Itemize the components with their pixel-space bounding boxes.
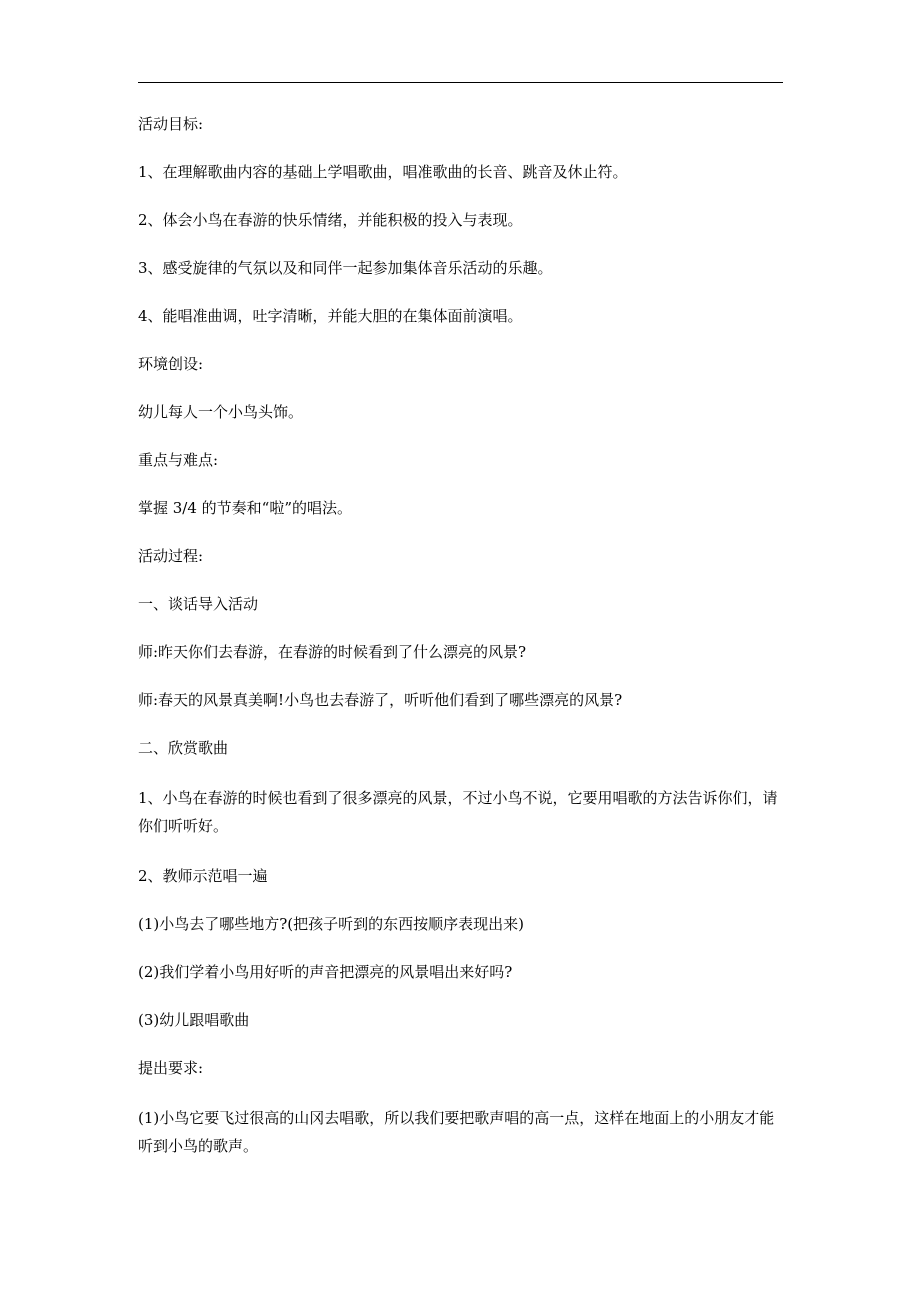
goal-item-3: 3、感受旋律的气氛以及和同伴一起参加集体音乐活动的乐趣。 (138, 259, 553, 277)
sub-item-2: (2)我们学着小鸟用好听的声音把漂亮的风景唱出来好吗? (138, 963, 513, 981)
teacher-line-2: 师:春天的风景真美啊!小鸟也去春游了，听听他们看到了哪些漂亮的风景? (138, 691, 623, 709)
environment-text: 幼儿每人一个小鸟头饰。 (138, 403, 304, 421)
sub-item-1: (1)小鸟去了哪些地方?(把孩子听到的东西按顺序表现出来) (138, 915, 524, 933)
goal-item-1: 1、在理解歌曲内容的基础上学唱歌曲，唱准歌曲的长音、跳音及休止符。 (138, 163, 628, 181)
goal-item-4: 4、能唱准曲调，吐字清晰，并能大胆的在集体面前演唱。 (138, 307, 523, 325)
sub-item-3: (3)幼儿跟唱歌曲 (138, 1011, 250, 1029)
requirement-item-1: (1)小鸟它要飞过很高的山冈去唱歌，所以我们要把歌声唱的高一点，这样在地面上的小朋友才能听到小鸟的歌声。 (138, 1109, 775, 1155)
document-body (138, 112, 783, 1184)
section-heading-environment: 环境创设: (138, 355, 204, 373)
key-points-text: 掌握 3/4 的节奏和“啦”的唱法。 (138, 499, 353, 517)
header-divider (138, 82, 783, 83)
section-heading-goals: 活动目标: (138, 115, 204, 133)
teacher-line-1: 师:昨天你们去春游，在春游的时候看到了什么漂亮的风景? (138, 643, 527, 661)
goal-item-2: 2、体会小鸟在春游的快乐情绪，并能积极的投入与表现。 (138, 211, 523, 229)
section-heading-requirements: 提出要求: (138, 1059, 204, 1077)
appreciation-item-2: 2、教师示范唱一遍 (138, 867, 268, 885)
appreciation-item-1: 1、小鸟在春游的时候也看到了很多漂亮的风景，不过小鸟不说，它要用唱歌的方法告诉你们，请你们听听好。 (138, 789, 778, 835)
section-heading-key-points: 重点与难点: (138, 451, 219, 469)
section-heading-process: 活动过程: (138, 547, 204, 565)
process-step-heading-1: 一、谈话导入活动 (138, 595, 259, 613)
process-step-heading-2: 二、欣赏歌曲 (138, 739, 229, 757)
